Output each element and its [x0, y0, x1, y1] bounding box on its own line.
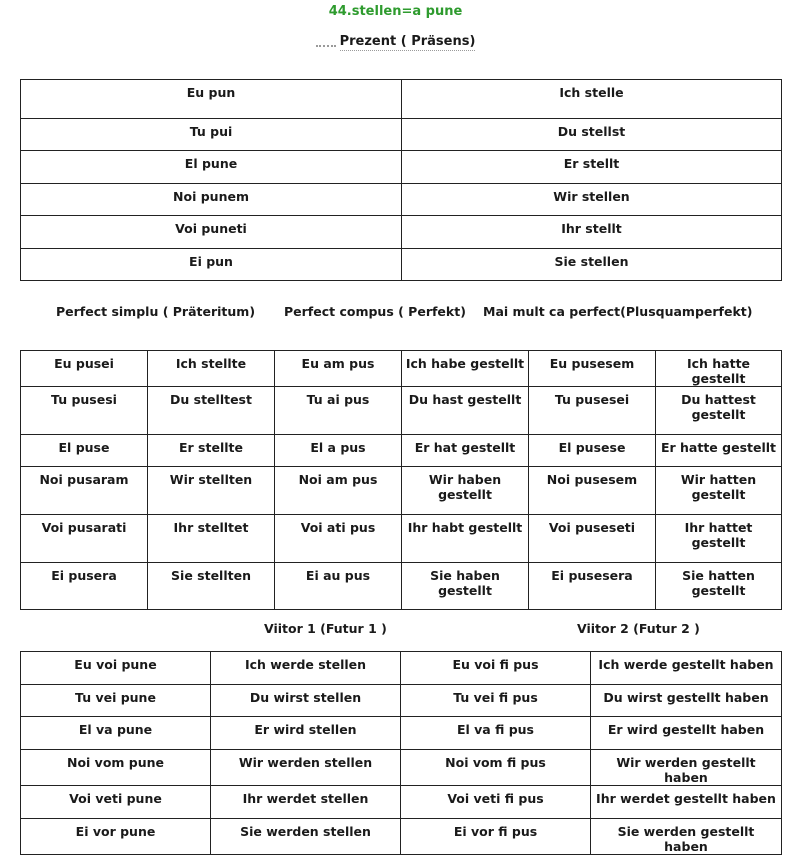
table-cell: Ihr werdet stellen	[211, 786, 401, 819]
table-cell: Noi vom fi pus	[401, 750, 591, 786]
heading-perfect: Perfect compus ( Perfekt)	[284, 304, 466, 319]
table-cell: Sie hatten gestellt	[656, 563, 782, 610]
table-cell: Noi pusesem	[529, 467, 656, 515]
table-row	[21, 151, 782, 184]
table-cell: Noi vom pune	[21, 750, 211, 786]
table-cell: Voi puseseti	[529, 515, 656, 563]
past-tenses-table	[20, 350, 782, 610]
table-cell: Wir haben gestellt	[402, 467, 529, 515]
table-cell: Ei pun	[21, 249, 402, 281]
table-row	[21, 435, 782, 467]
present-tense-heading	[0, 34, 791, 49]
table-cell: Sie werden stellen	[211, 819, 401, 855]
table-cell: Wir stellten	[148, 467, 275, 515]
table-cell: Ei pusera	[21, 563, 148, 610]
table-cell: Wir stellen	[402, 184, 782, 216]
heading-preterite: Perfect simplu ( Präteritum)	[56, 304, 256, 319]
table-cell: Ihr hattet gestellt	[656, 515, 782, 563]
table-row	[21, 184, 782, 216]
table-cell: Ei vor pune	[21, 819, 211, 855]
table-cell: Tu pusesei	[529, 387, 656, 435]
table-cell: Voi veti pune	[21, 786, 211, 819]
table-cell: El pune	[21, 151, 402, 184]
table-row	[21, 80, 782, 119]
table-cell: Ihr stelltet	[148, 515, 275, 563]
heading-future-1: Viitor 1 (Futur 1 )	[264, 621, 387, 636]
table-cell: Eu pusei	[21, 351, 148, 387]
table-row	[21, 717, 782, 750]
table-cell: Noi punem	[21, 184, 402, 216]
table-cell: Sie stellen	[402, 249, 782, 281]
table-row	[21, 750, 782, 786]
table-row	[21, 351, 782, 387]
table-cell: Du stellst	[402, 119, 782, 151]
table-cell: Er wird stellen	[211, 717, 401, 750]
table-row	[21, 786, 782, 819]
table-cell: Du hattest gestellt	[656, 387, 782, 435]
table-cell: Sie stellten	[148, 563, 275, 610]
table-row	[21, 249, 782, 281]
table-row	[21, 216, 782, 249]
table-cell: Tu pui	[21, 119, 402, 151]
heading-future-2: Viitor 2 (Futur 2 )	[577, 621, 700, 636]
table-cell: Ihr habt gestellt	[402, 515, 529, 563]
table-cell: Eu voi fi pus	[401, 652, 591, 685]
table-cell: Tu pusesi	[21, 387, 148, 435]
table-cell: Ich hatte gestellt	[656, 351, 782, 387]
table-cell: Ei au pus	[275, 563, 402, 610]
table-row	[21, 467, 782, 515]
table-cell: Eu pusesem	[529, 351, 656, 387]
table-cell: Ich werde stellen	[211, 652, 401, 685]
table-cell: Voi veti fi pus	[401, 786, 591, 819]
table-cell: Er stellte	[148, 435, 275, 467]
table-cell: Sie haben gestellt	[402, 563, 529, 610]
present-tense-label: Prezent ( Präsens)	[339, 34, 476, 49]
table-cell: Wir werden gestellt haben	[591, 750, 782, 786]
table-cell: Eu voi pune	[21, 652, 211, 685]
table-row	[21, 119, 782, 151]
table-cell: Er stellt	[402, 151, 782, 184]
table-row	[21, 387, 782, 435]
table-cell: Er hatte gestellt	[656, 435, 782, 467]
spellcheck-underline	[316, 41, 336, 47]
table-cell: Wir werden stellen	[211, 750, 401, 786]
table-cell: Tu vei fi pus	[401, 685, 591, 717]
table-cell: Du wirst stellen	[211, 685, 401, 717]
present-tense-table	[20, 79, 782, 281]
table-cell: Noi am pus	[275, 467, 402, 515]
table-cell: Ei vor fi pus	[401, 819, 591, 855]
table-cell: Du stelltest	[148, 387, 275, 435]
table-row	[21, 819, 782, 855]
table-cell: Ihr stellt	[402, 216, 782, 249]
table-cell: Er wird gestellt haben	[591, 717, 782, 750]
table-cell: Er hat gestellt	[402, 435, 529, 467]
table-cell: Noi pusaram	[21, 467, 148, 515]
future-tenses-table	[20, 651, 782, 855]
table-cell: Ich stelle	[402, 80, 782, 119]
table-cell: Ihr werdet gestellt haben	[591, 786, 782, 819]
table-row	[21, 685, 782, 717]
table-cell: Voi pusarati	[21, 515, 148, 563]
table-cell: El va pune	[21, 717, 211, 750]
table-cell: Wir hatten gestellt	[656, 467, 782, 515]
table-cell: Ich werde gestellt haben	[591, 652, 782, 685]
table-cell: Eu am pus	[275, 351, 402, 387]
table-cell: El va fi pus	[401, 717, 591, 750]
table-cell: Du wirst gestellt haben	[591, 685, 782, 717]
table-cell: Ich habe gestellt	[402, 351, 529, 387]
table-cell: Voi ati pus	[275, 515, 402, 563]
table-row	[21, 563, 782, 610]
table-cell: Tu vei pune	[21, 685, 211, 717]
table-cell: Sie werden gestellt haben	[591, 819, 782, 855]
table-row	[21, 515, 782, 563]
table-cell: Ich stellte	[148, 351, 275, 387]
table-cell: Du hast gestellt	[402, 387, 529, 435]
table-cell: El pusese	[529, 435, 656, 467]
table-row	[21, 652, 782, 685]
table-cell: Ei pusesera	[529, 563, 656, 610]
heading-pluperfect: Mai mult ca perfect(Plusquamperfekt)	[483, 304, 753, 319]
table-cell: Voi puneti	[21, 216, 402, 249]
table-cell: El a pus	[275, 435, 402, 467]
page-title: 44.stellen=a pune	[328, 4, 463, 19]
table-cell: Tu ai pus	[275, 387, 402, 435]
table-cell: Eu pun	[21, 80, 402, 119]
table-cell: El puse	[21, 435, 148, 467]
